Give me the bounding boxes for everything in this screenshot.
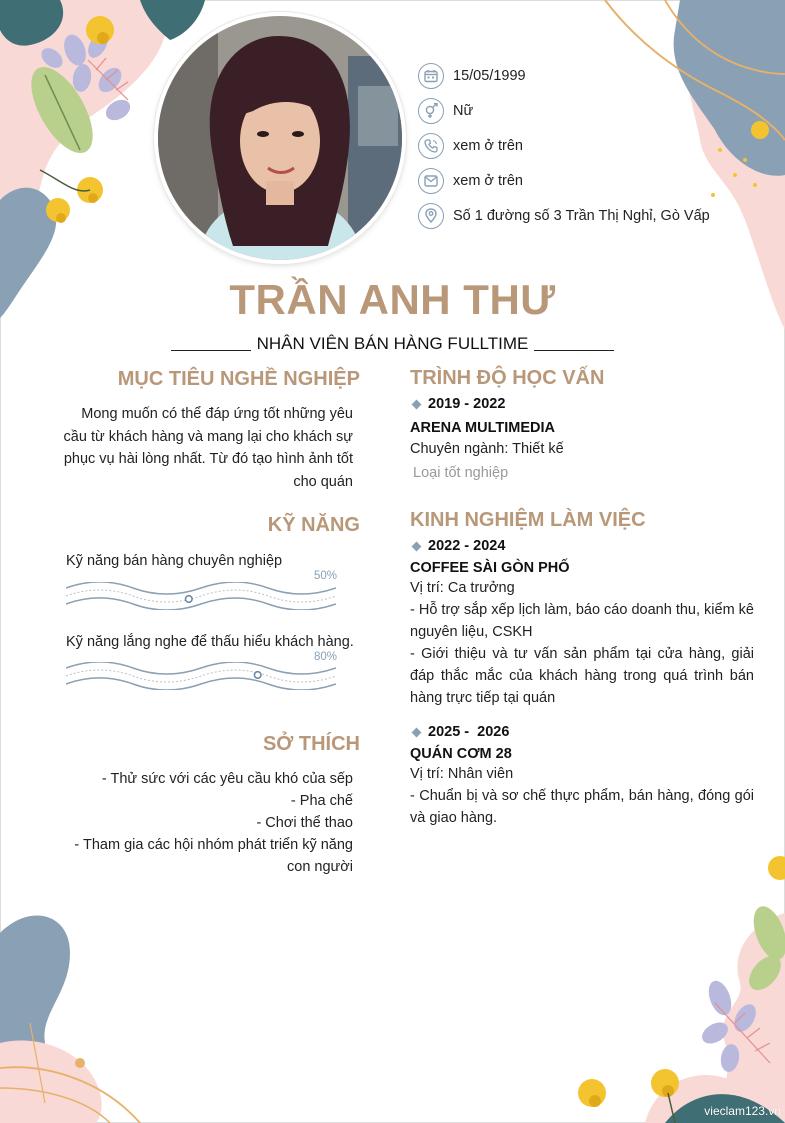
contact-phone [418,128,710,163]
experience-period [410,722,754,742]
diamond-bullet-icon [412,399,422,409]
title-rule-left [171,350,251,351]
contact-text: Nữ [453,102,474,119]
experience-title: KINH NGHIỆM LÀM VIỆC [410,509,646,531]
skill-label: Kỹ năng lắng nghe để thấu hiểu khách hàng. [66,634,354,650]
graduation-grade: Loại tốt nghiệp [413,465,509,481]
mail-icon [418,168,444,194]
duty-item: - Giới thiệu và tư vấn sản phẩm tại cửa hàng, giải đáp thắc mắc của khách hàng trong quá trình bán hàng trực tiếp tại quán [410,646,754,706]
position: Vị trí: Ca trưởng [410,580,515,596]
calendar-icon [418,63,444,89]
candidate-name: TRẦN ANH THƯ [229,276,556,323]
skill-level-wave [66,582,336,610]
contact-text: xem ở trên [453,137,523,154]
diamond-bullet-icon [412,541,422,551]
duty-item: - Chuẩn bị và sơ chế thực phẩm, bán hàng, đóng gói và giao hàng. [410,788,754,826]
hobbies-title: SỞ THÍCH [262,733,360,755]
skill-percent: 80% [314,651,338,663]
avatar [154,12,406,264]
period-text: 2025 - 2026 [428,724,510,740]
experience-period [410,536,754,556]
hobby-item: - Thử sức với các yêu cầu khó của sếp [101,771,353,787]
company-name: COFFEE SÀI GÒN PHỐ [410,560,570,576]
skill-level-wave [66,662,336,690]
phone-icon [418,133,444,159]
education-period [410,394,754,414]
contact-email [418,163,710,198]
job-title-text: NHÂN VIÊN BÁN HÀNG FULLTIME [256,334,529,353]
floral-decoration-bottom-left [0,893,170,1123]
experience-entry [410,536,754,709]
gender-icon [418,98,444,124]
contact-text: xem ở trên [453,172,523,189]
floral-decoration-bottom-right [565,853,785,1123]
period-text: 2019 - 2022 [428,396,506,412]
diamond-bullet-icon [412,727,422,737]
hobby-item: - Chơi thể thao [256,815,353,831]
education-title: TRÌNH ĐỘ HỌC VẤN [410,367,605,389]
hobbies-list [60,768,353,878]
duty-item: - Hỗ trợ sắp xếp lịch làm, báo cáo doanh thu, kiểm kê nguyên liệu, CSKH [410,602,754,640]
watermark: vieclam123.vn [704,1104,781,1118]
skill-percent: 50% [314,570,338,582]
skill-level-marker [186,596,193,603]
objective-text: Mong muốn có thể đáp ứng tốt những yêu cầu từ khách hàng và mang lại cho khách sự phục vụ hài lòng nhất. Từ đó tạo hình ảnh tốt cho quán [63,406,353,490]
hobby-item: - Pha chế [290,793,353,809]
contact-gender [418,93,710,128]
period-text: 2022 - 2024 [428,538,506,554]
title-rule-right [534,350,614,351]
job-title [0,334,785,354]
skill-level-marker [254,672,261,679]
experience-entry [410,722,754,829]
contact-address [418,198,710,233]
objective-title: MỤC TIÊU NGHỀ NGHIỆP [117,368,360,390]
contact-info [418,58,710,233]
profile-photo [158,16,402,260]
school-name: ARENA MULTIMEDIA [410,420,555,436]
location-icon [418,203,444,229]
contact-birthdate [418,58,710,93]
contact-text: 15/05/1999 [453,67,526,84]
company-name: QUÁN CƠM 28 [410,746,512,762]
skills-title: KỸ NĂNG [267,514,360,536]
position: Vị trí: Nhân viên [410,766,514,782]
skill-label: Kỹ năng bán hàng chuyên nghiệp [66,553,283,569]
major: Chuyên ngành: Thiết kế [410,441,564,457]
hobby-item: - Tham gia các hội nhóm phát triển kỹ năng con người [74,837,353,875]
education-entry [410,394,754,484]
contact-text: Số 1 đường số 3 Trần Thị Nghỉ, Gò Vấp [453,207,710,224]
